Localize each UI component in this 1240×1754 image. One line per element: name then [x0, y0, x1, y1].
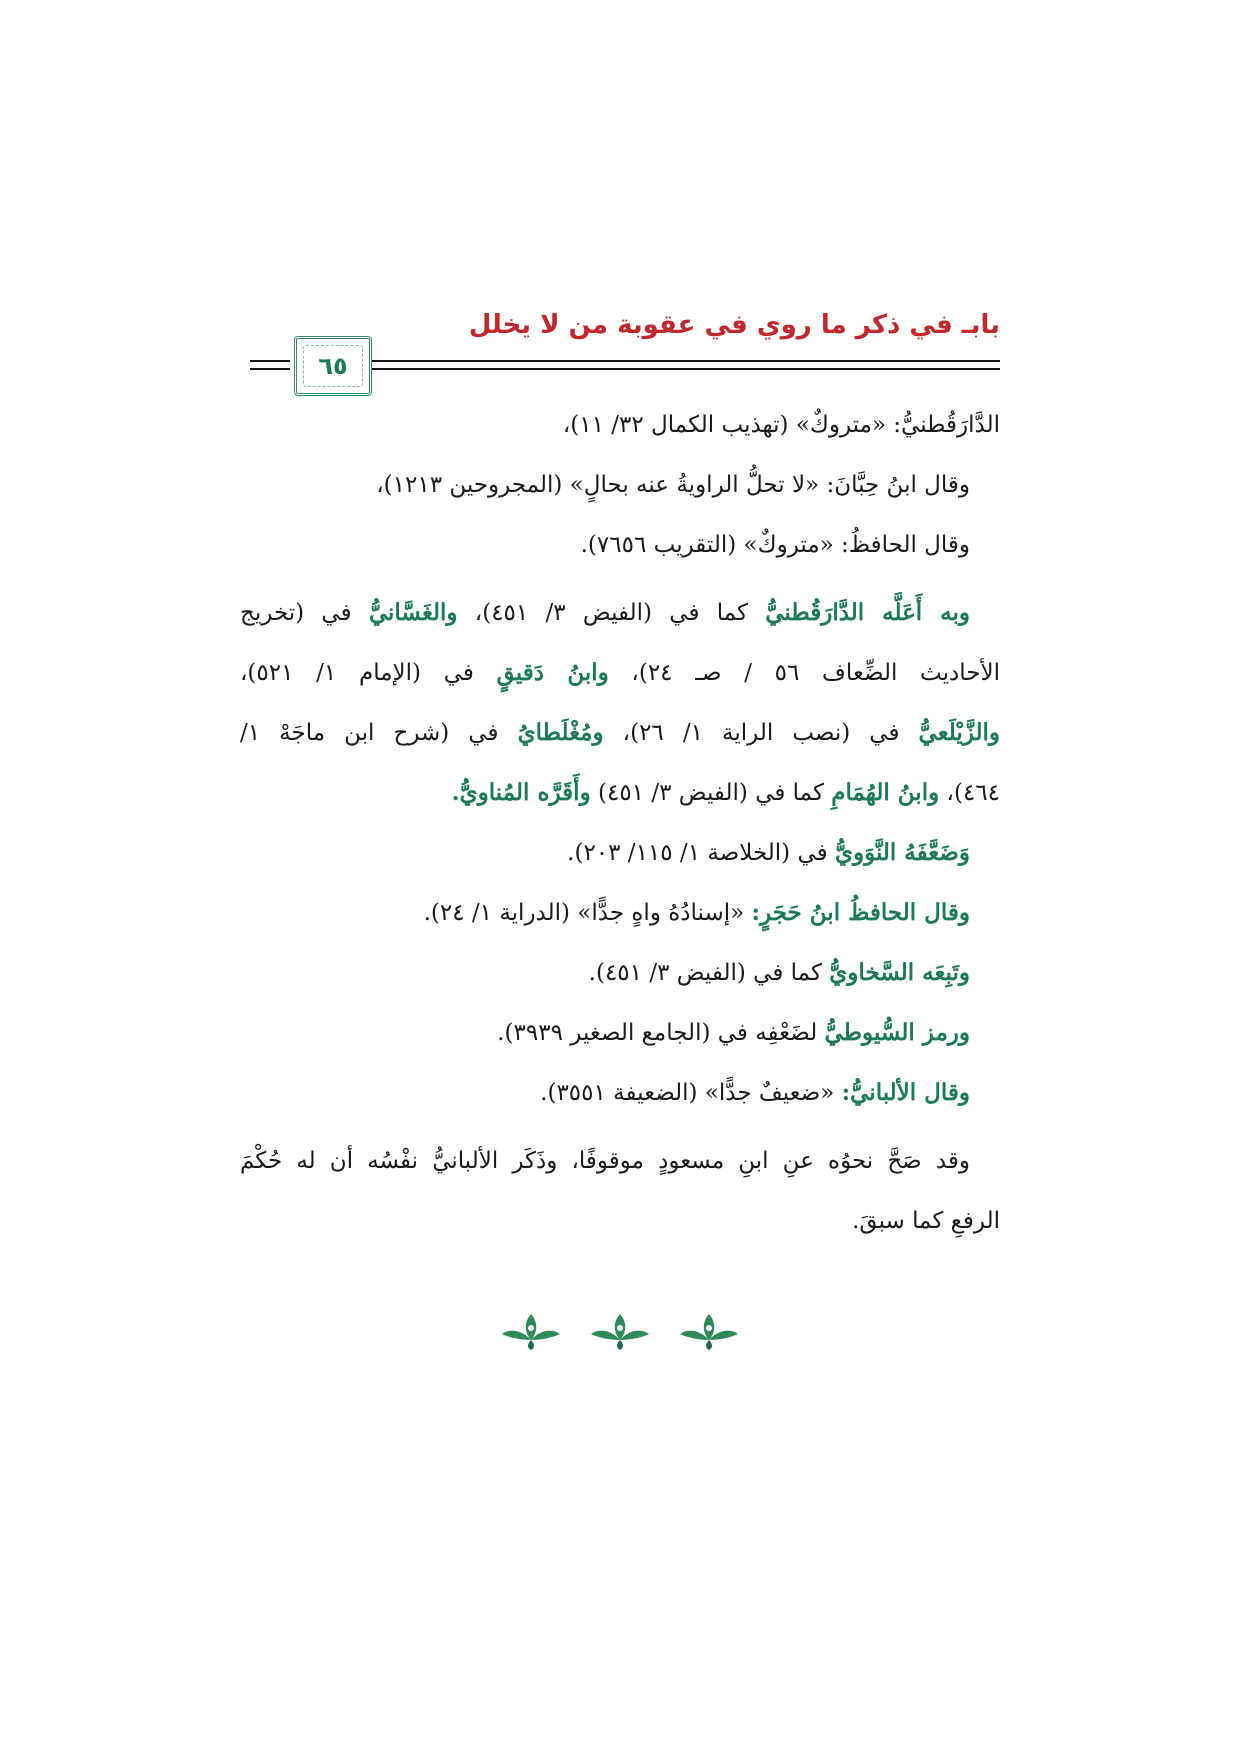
chapter-title: بابـ في ذكر ما روي في عقوبة من لا يخلل [468, 310, 1000, 340]
narrator-name: ورمز السُّيوطيُّ [824, 1019, 970, 1046]
text-line: الدَّارَقُطنيُّ: «متروكٌ» (تهذيب الكمال ٣٢/ ١١)، [562, 412, 1000, 438]
page-body [240, 395, 1000, 1251]
citation-text: في (الإمام ١/ ٥٢١)، [240, 660, 497, 686]
floral-ornament-icon [678, 1308, 740, 1352]
text-line [240, 583, 1000, 643]
text-line [240, 1003, 1000, 1063]
citation-text: ٤٦٤)، [939, 780, 1000, 806]
narrator-name: وَضَعَّفَهُ النَّوَويُّ [834, 839, 970, 866]
text-line [240, 1063, 1000, 1123]
floral-ornament-icon [589, 1308, 651, 1352]
page-number-frame [294, 336, 372, 396]
floral-ornament-icon [500, 1308, 562, 1352]
narrator-name: وقال الألبانيُّ: [841, 1079, 970, 1106]
section-end-ornaments [500, 1305, 740, 1355]
citation-text: في (تخريج [240, 600, 369, 626]
text-line [240, 823, 1000, 883]
text-line [240, 883, 1000, 943]
citation-text: في (شرح ابن ماجَهْ ١/ [240, 720, 518, 746]
citation-text: «إسنادُهُ واهٍ جدًّا» (الدراية ١/ ٢٤). [423, 900, 752, 926]
narrator-name: والزَّيْلَعيُّ [918, 719, 1001, 746]
citation-text: في (الخلاصة ١/ ١١٥/ ٢٠٣). [567, 840, 835, 866]
citation-text: كما في (الفيض ٣/ ٤٥١) [590, 780, 832, 806]
text-line: وقال الحافظُ: «متروكٌ» (التقريب ٧٦٥٦). [580, 532, 970, 558]
citation-text: كما في (الفيض ٣/ ٤٥١)، [457, 600, 766, 626]
narrator-name: وابنُ دَقيقٍ [496, 659, 609, 686]
text-line: وقد صَحَّ نحوُه عنِ ابنِ مسعودٍ موقوفًا، وذَكَر الألبانيُّ نفْسُه أن له حُكْمَ [240, 1148, 970, 1174]
citation-text: «ضعيفٌ جدًّا» (الضعيفة ٣٥٥١). [540, 1080, 842, 1106]
text-line [240, 643, 1000, 703]
header-rule [372, 360, 1000, 370]
text-line [240, 703, 1000, 763]
narrator-name: وأَقَرَّه المُناويُّ. [451, 779, 591, 806]
narrator-name: وابنُ الهُمَامِ [831, 779, 940, 806]
page-header [250, 300, 1000, 390]
citation-text: لضَعْفِه في (الجامع الصغير ٣٩٣٩). [497, 1020, 825, 1046]
header-rule-left [250, 360, 290, 370]
text-line: الرفعِ كما سبقَ. [852, 1208, 1000, 1234]
narrator-name: وقال الحافظُ ابنُ حَجَرٍ: [751, 899, 970, 926]
paragraph [240, 1131, 1000, 1251]
citation-text: الأحاديث الضِّعاف ٥٦ / صـ ٢٤)، [608, 660, 1000, 686]
narrator-name: ومُغْلَطايُ [517, 719, 604, 746]
text-line [240, 943, 1000, 1003]
paragraph [240, 583, 1000, 823]
narrator-name: والغَسَّانيُّ [368, 599, 458, 626]
text-line [240, 763, 1000, 823]
narrator-name: وبه أَعَلَّه الدَّارَقُطنيُّ [765, 599, 970, 626]
citation-text: كما في (الفيض ٣/ ٤٥١). [588, 960, 830, 986]
text-line: وقال ابنُ حِبَّانَ: «لا تحلُّ الراويةُ عنه بحالٍ» (المجروحين ١٢١٣)، [376, 472, 970, 498]
narrator-name: وتَبِعَه السَّخاويُّ [829, 959, 970, 986]
page-number: ٦٥ [303, 345, 363, 387]
citation-text: في (نصب الراية ١/ ٢٦)، [603, 720, 919, 746]
